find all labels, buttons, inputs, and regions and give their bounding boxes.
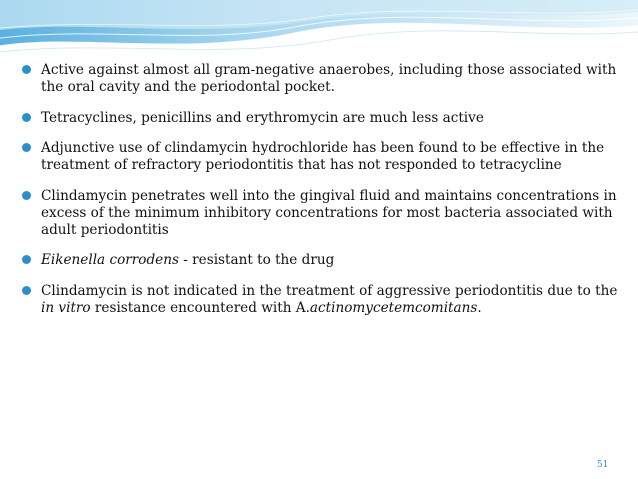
bullet-dot-icon	[22, 286, 31, 295]
bullet-dot-icon	[22, 143, 31, 152]
organism-name: Eikenella corrodens	[41, 252, 179, 269]
bullet-dot-icon	[22, 65, 31, 74]
bullet-text: Adjunctive use of clindamycin hydrochloride has been found to be effective in the treatment of refractory periodontitis that has not responded to tetracycline	[41, 140, 605, 174]
bullet-text: Clindamycin penetrates well into the gingival fluid and maintains concentrations in excess of the minimum inhibitory concentrations for most bacteria associated with adult periodontitis	[41, 187, 617, 238]
list-item	[22, 188, 618, 238]
bullet-dot-icon	[22, 255, 31, 264]
bullet-text: Tetracyclines, penicillins and erythromycin are much less active	[41, 109, 484, 126]
bullet-list	[22, 62, 618, 331]
list-item	[22, 283, 618, 317]
list-item	[22, 110, 618, 127]
header-wave-graphic	[0, 0, 638, 60]
organism-name: actinomycetemcomitans	[309, 299, 478, 316]
bullet-text-end: .	[477, 299, 482, 316]
list-item	[22, 140, 618, 174]
list-item	[22, 252, 618, 269]
bullet-dot-icon	[22, 113, 31, 122]
header-wave-decoration	[0, 0, 638, 60]
bullet-text-middle: resistance encountered with A.	[90, 299, 310, 316]
bullet-dot-icon	[22, 191, 31, 200]
list-item	[22, 62, 618, 96]
bullet-text: Active against almost all gram-negative anaerobes, including those associated with the oral cavity and the periodontal pocket.	[41, 62, 617, 95]
bullet-text: Clindamycin is not indicated in the treatment of aggressive periodontitis due to the	[41, 283, 618, 300]
bullet-text: - resistant to the drug	[178, 252, 335, 269]
in-vitro-term: in vitro	[41, 299, 91, 316]
page-number: 51	[597, 460, 609, 470]
